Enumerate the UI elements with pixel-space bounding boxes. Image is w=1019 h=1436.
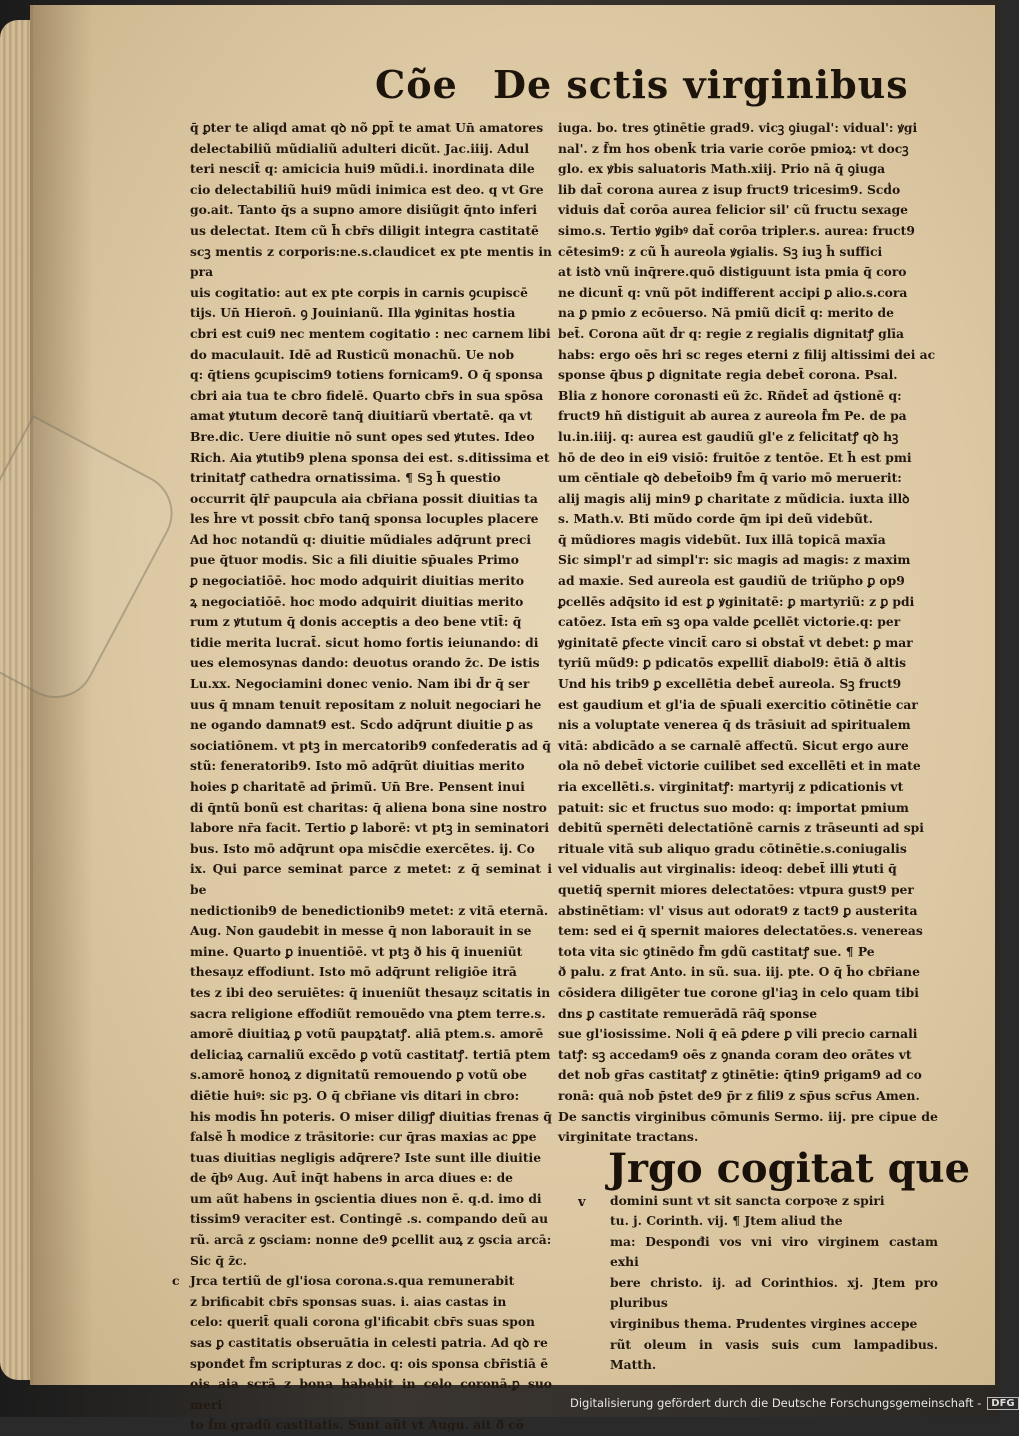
text-line: s.amorē honoꝝ z dignitatũ remouendo ꝑ votũ obe: [190, 1067, 527, 1083]
running-head-left: Cõe: [375, 62, 458, 107]
text-line: bet̄. Corona aũt d̄r q: regie z regialis dignitatꝭ glīa: [558, 325, 905, 341]
text-line: ꝟginitatē ꝑfecte vincit̄ caro si obstat̄ vt debet: ꝑ mar: [558, 634, 913, 650]
text-line: sas ꝑ castitatis obseruātia in celesti patria. Ad qꝺ re: [190, 1335, 548, 1351]
text-line: ð palu. z frat Anto. in sũ. sua. iij. pte. O q̄ h̄o cbr̄iane: [558, 964, 920, 980]
text-line: quetiq̄ spernit miores delectatōes: vtpura gust9 per: [558, 881, 914, 897]
text-line: na ꝑ pmio z ecōuerso. Nā pmiũ dicit̄ q: merito de: [558, 305, 894, 321]
text-line: uus q̄ mnam tenuit repositam z noluit negociari he: [190, 696, 542, 712]
guide-letter-v: v: [578, 1194, 586, 1210]
text-line: us delectat. Item cũ h̄ cbr̄s diligit integra castitatē: [190, 222, 539, 238]
text-line: do maculauit. Idē ad Rusticũ monachũ. Ue nob: [190, 346, 515, 362]
text-line: ola nō debet̄ victorie cuilibet sed excellēti et in mate: [558, 758, 921, 774]
running-head-title: De sctis virginibus: [493, 62, 909, 107]
text-line: labore nr̄a facit. Tertio ꝑ laborē: vt ptꝫ in seminatori: [190, 820, 550, 836]
text-line: mine. Quarto ꝑ inuentiōē. vt ptꝫ ð his q̄ inueniūt: [190, 943, 523, 959]
text-line: q̄ ꝑter te aliqd amat qꝺ nõ ꝑpt̄ te amat Un̄ amatores: [190, 120, 544, 135]
text-line: domini sunt vt sit sancta corpoꝛe z spiri: [610, 1192, 885, 1208]
sermon-heading: De sanctis virginibus cōmunis Sermo. iij. pre cipue de virginitate tractans.: [558, 1108, 938, 1144]
sermon-incipit: Jrgo cogitat que: [608, 1144, 971, 1192]
text-line: vitā: abdicādo a se carnalē affectũ. Sicut ergo aure: [558, 737, 909, 753]
text-line: cōsidera diligēter tue corone gl'iaꝫ in celo quam tibi: [558, 984, 919, 1000]
text-line: catōez. Ista em̄ sꝫ opa valde ꝑcellēt victorie.q: per: [558, 614, 901, 630]
text-line: tissim9 veraciter est. Contingē .s. compando deũ au: [190, 1211, 549, 1227]
text-line: cio delectabiliũ hui9 mũdi inimica est deo. q vt Gre: [190, 181, 544, 197]
text-line: rũt oleum in vasis suis cum lampadibus. Matth.: [610, 1336, 938, 1373]
text-line: sacra religione effodiũt remouēdo vna ꝑtem terre.s.: [190, 1005, 546, 1021]
text-line: vel vidualis aut virginalis: ideoq: debet̄ illi ꝟtuti q̄: [558, 861, 897, 877]
text-line: ꝑcellēs adq̄sito id est ꝑ ꝟginitatē: ꝑ martyriũ: z ꝑ pdi: [558, 593, 915, 609]
text-line: patuit: sic et fructus suo modo: q: importat pmium: [558, 799, 909, 815]
text-line: ois aia scrā z bona habebit in celo coronā.ꝑ suo meri: [190, 1376, 552, 1412]
text-line: scꝫ mentis z corporis:ne.s.claudicet ex pte mentis in pra: [190, 243, 552, 280]
text-line: bere christo. ij. ad Corinthios. xj. Jtem pro pluribus: [610, 1274, 938, 1311]
text-line: pue q̄tuor modis. Sic a fili diuitie sp̄uales Primo: [190, 552, 520, 568]
text-line: z brificabit cbr̄s sponsas suas. i. aias castas in: [190, 1293, 507, 1309]
text-line: viduis dat̄ corōa aurea felicior sil' cũ fructu sexage: [558, 202, 908, 218]
left-text-column: [172, 118, 552, 1436]
text-line: rũ. arcā z ꝯsciam: nonne de9 ꝑcellit auꝝ z ꝯscia arcā:: [190, 1232, 552, 1248]
text-line: deliciaꝝ carnaliũ excēdo ꝑ votũ castitatꝭ. tertiā ptem: [190, 1046, 551, 1062]
text-line: tota vita sic ꝯtinēdo f̄m gḋũ castitatꝭ sue. ¶ Pe: [558, 943, 875, 959]
text-line: glo. ex ꝟbis saluatoris Math.xiij. Prio nā q̄ ꝯiuga: [558, 161, 886, 177]
text-line: sponse q̄bus ꝑ dignitate regia debet̄ corona. Psal.: [558, 367, 898, 383]
text-line: amat ꝟtutum decorē tanq̄ diuitiarũ vbertatē. qa vt: [190, 408, 533, 424]
text-line: ria excellēti.s. virginitatꝭ: martyrij z pdicationis vt: [558, 779, 904, 794]
text-line: Aug. Non gaudebit in messe q̄ non laborauit in se: [190, 923, 532, 939]
text-line: ues elemosynas dando: deuotus orando z̄c. De istis: [190, 655, 540, 671]
text-line: uis cogitatio: aut ex pte corpis in carnis ꝯcupiscē: [190, 284, 528, 300]
text-line: cētesim9: z cũ h̄ aureola ꝟgialis. Sꝫ iuꝫ h̄ suffici: [558, 243, 883, 259]
text-line: ne ogando damnat9 est. Scḋo adq̄runt diuitie ꝑ as: [190, 717, 534, 733]
text-line: tem: sed ei q̄ spernit maiores delectatōes.s. venereas: [558, 923, 923, 939]
bookmark-clip: [0, 415, 187, 712]
text-line: teri nescit̄ q: amicicia hui9 mũdi.i. inordinata dile: [190, 161, 535, 177]
text-line: stũ: feneratorib9. Isto mō adq̄rũt diuitias merito: [190, 758, 525, 774]
text-line: tu. j. Corinth. vij. ¶ Jtem aliud the: [610, 1213, 843, 1229]
text-line: Ad hoc notandũ q: diuitie mũdiales adq̄runt preci: [190, 531, 532, 547]
text-line: det nob̄ gr̄as castitatꝭ z ꝯtinētie: q̄tin9 ꝑrigam9 ad co: [558, 1067, 922, 1083]
text-line: habs: ergo oēs hri sc reges eterni z filij altissimi dei ac: [558, 346, 936, 362]
text-line: iuga. bo. tres ꝯtinētie grad9. vicꝫ ꝯiugal': vidual': ꝟgi: [558, 120, 918, 135]
text-line: ꝝ negociatiōē. hoc modo adquirit diuitias merito: [190, 593, 524, 609]
text-line: sue gl'iosissime. Noli q̄ eā ꝑdere ꝑ vili precio carnali: [558, 1026, 918, 1042]
text-line: hoies ꝑ charitatē ad p̄rimũ. Un̄ Bre. Pensent inui: [190, 779, 525, 794]
text-line: ronā: quā nob̄ p̄stet de9 p̄r z fili9 z sp̄us scr̄us Amen.: [558, 1087, 920, 1103]
text-line: virginibus thema. Prudentes virgines accepe: [610, 1316, 918, 1332]
text-line: s. Math.v. Bti mũdo corde q̄m ipi deũ videbũt.: [558, 511, 873, 527]
text-line: trinitatꝭ cathedra ornatissima. ¶ Sꝫ h̄ questio: [190, 470, 501, 486]
text-line: ma: Desponđi vos vni viro virginem castam exhi: [610, 1233, 938, 1270]
text-line: to f̄m gradũ castitatis. Sunt aũt vt Augu. ait ð cō: [190, 1417, 524, 1433]
text-line: lu.in.iiij. q: aurea est gaudiũ gl'e z felicitatꝭ qꝺ hꝫ: [558, 428, 899, 444]
text-line: tijs. Un̄ Hieron̄. ꝯ Jouinianũ. Illa ꝟginitas hostia: [190, 305, 516, 321]
text-line: est gaudium et gl'ia de sp̄uali exercitio cōtinētie car: [558, 696, 918, 712]
text-line: Blia z honore coronasti eũ z̄c. Rñdet̄ ad q̄stionē q:: [558, 387, 902, 403]
text-line: delectabiliũ mũdialiũ adulteri dicũt. Jac.iiij. Adul: [190, 140, 530, 156]
text-line: um aũt habens in ꝯscientia diues non ē. q.d. imo di: [190, 1190, 542, 1206]
text-line: nedictionib9 de benedictionib9 metet: z vitā eternā.: [190, 902, 549, 918]
text-line: Sic simpl'r ad simpl'r: sic magis ad magis: z maxim: [558, 552, 911, 568]
text-line: Und his trib9 ꝑ excellētia debet̄ aureola. Sꝫ fruct9: [558, 676, 902, 692]
text-line: de q̄bꝰ Aug. Aut̄ inq̄t habens in arca diues e: de: [190, 1170, 513, 1186]
text-line: falsē h̄ modice z trāsitorie: cur q̄ras maxias ac ꝑpe: [190, 1129, 537, 1145]
right-text-column: [558, 118, 971, 1376]
text-line: ad maxie. Sed aureola est gaudiũ de triũpho ꝑ op9: [558, 573, 905, 589]
running-head: [375, 62, 909, 112]
text-line: rum z ꝟtutum q̄ donis acceptis a deo bene vtit̄: q̄: [190, 614, 522, 630]
text-line: Lu.xx. Negociamini donec venio. Nam ibi d̄r q̄ ser: [190, 676, 530, 692]
text-line: lib dat̄ corona aurea z isup fruct9 tricesim9. Scḋo: [558, 181, 901, 197]
text-line: tuas diuitias negligis adq̄rere? Iste sunt ille diuitie: [190, 1149, 542, 1165]
text-line: cbri est cui9 nec mentem cogitatio : nec carnem libi: [190, 325, 551, 341]
text-line: sponđet f̄m scripturas z doc. q: ois sponsa cbr̄istiā ē: [190, 1355, 549, 1371]
text-line: sociatiōnem. vt ptꝫ in mercatorib9 confederatis ad q̄: [190, 737, 551, 753]
text-line: ꝑ negociatiōē. hoc modo adquirit diuitias merito: [190, 573, 525, 589]
text-line: fruct9 hñ distiguit ab aurea z aureola f̄m Pe. de pa: [558, 408, 907, 424]
text-line: Bre.dic. Uere diuitie nō sunt opes sed ꝟtutes. Ideo: [190, 428, 535, 444]
text-line: q: q̄tiens ꝯcupiscim9 totiens fornicam9. O q̄ sponsa: [190, 367, 543, 383]
text-line: tidie merita lucrat̄. sicut homo fortis ieiunando: di: [190, 634, 539, 650]
text-line: diētie huiꝰ: sic pꝫ. O q̄ cbr̄iane vis ditari in cbro:: [190, 1087, 520, 1103]
sermon-opening: [558, 1144, 971, 1376]
text-line: tyriũ mũd9: ꝑ pdicatōs expellit̄ diabol9: ētiā ð altis: [558, 655, 907, 671]
text-line: um cēntiale qꝺ debet̄oib9 f̄m q̄ vario mō meruerit:: [558, 470, 902, 486]
text-line: cbri aia tua te cbro fidelē. Quarto cbr̄s in sua spōsa: [190, 387, 544, 403]
text-line: debitũ spernēti delectatiōnē carnis z trāseunti ad spi: [558, 820, 924, 836]
text-line: nis a voluptate venerea q̄ ds trāsiuit ad spiritualem: [558, 717, 911, 733]
right-text-part-b: [610, 1191, 938, 1376]
text-line: c Jrca tertiũ de gl'iosa corona.s.qua remunerabit: [190, 1271, 552, 1292]
text-line: amorē diuitiaꝝ ꝑ votũ paupꝝtatꝭ. aliā ptem.s. amorē: [190, 1026, 544, 1042]
right-text-part-a: [558, 118, 938, 1107]
text-line: dns ꝑ castitate remuerādā rāq̄ sponse: [558, 1005, 818, 1021]
text-line: occurrit q̄lr̄ paupcula aia cbr̄iana possit diuitias ta: [190, 490, 538, 506]
dfg-logo: DFG: [987, 1397, 1018, 1410]
text-line: tatꝭ: sꝫ accedam9 oēs z ꝯnanda coram deo orātes vt: [558, 1046, 912, 1062]
text-line: Rich. Aia ꝟtutib9 plena sponsa dei est. s.ditissima et: [190, 449, 550, 465]
text-line: simo.s. Tertio ꝟgibꝰ dat̄ corōa tripler.s. aurea: fruct9: [558, 222, 915, 238]
credit-text: Digitalisierung gefördert durch die Deutsche Forschungsgemeinschaft -: [570, 1396, 982, 1410]
text-line: thesau̗z effodiunt. Isto mō adq̄runt religiōe itrā: [190, 964, 517, 980]
text-line: ne dicunt̄ q: vnũ pōt indifferent accipi ꝑ alio.s.cora: [558, 284, 908, 300]
text-line: at istꝺ vnũ inq̄rere.quō distiguunt ista pmia q̄ coro: [558, 264, 907, 280]
text-line: celo: querit̄ quali corona gl'ificabit cbr̄s suas spon: [190, 1314, 535, 1330]
text-line: les h̄re vt possit cbr̄o tanq̄ sponsa locuples placere: [190, 511, 539, 527]
text-line: rituale vitā sub aliquo gradu cōtinētie.s.coniugalis: [558, 840, 907, 856]
text-line: his modis h̄n poteris. O miser diligꝭ diuitias frenas q̄: [190, 1108, 552, 1124]
text-line: nal'. z f̄m hos obenk̄ tria varie corōe pmioꝝ: vt docꝫ: [558, 140, 909, 156]
text-line: q̄ mũdiores magis videbũt. Iux illā topicā maxīa: [558, 531, 886, 547]
text-line: abstinētiam: vl' visus aut odorat9 z tact9 ꝑ austerita: [558, 902, 918, 918]
text-line: hō de deo in ei9 visiō: fruitōe z tentōe. Et h̄ est pmi: [558, 449, 912, 465]
text-line: bus. Isto mō adq̄runt opa misc̄die exercētes. ij. Co: [190, 840, 535, 856]
guide-letter-c: c: [172, 1273, 180, 1289]
text-line: alij magis alij min9 ꝑ charitate z mũdicia. iuxta illꝺ: [558, 490, 910, 506]
text-line: ix. Qui parce seminat parce z metet: z q̄ seminat i be: [190, 861, 552, 897]
text-line: tes z ibi deo seruiētes: q̄ inueniũt thesau̗z scitatis in: [190, 984, 551, 1000]
text-line: di q̄ntũ bonũ est charitas: q̄ aliena bona sine nostro: [190, 799, 547, 815]
digitization-credit: [570, 1396, 1015, 1412]
text-line: Sic q̄ z̄c.: [190, 1252, 247, 1268]
text-line: go.ait. Tanto q̄s a supno amore disiũgit q̄nto inferi: [190, 202, 538, 218]
